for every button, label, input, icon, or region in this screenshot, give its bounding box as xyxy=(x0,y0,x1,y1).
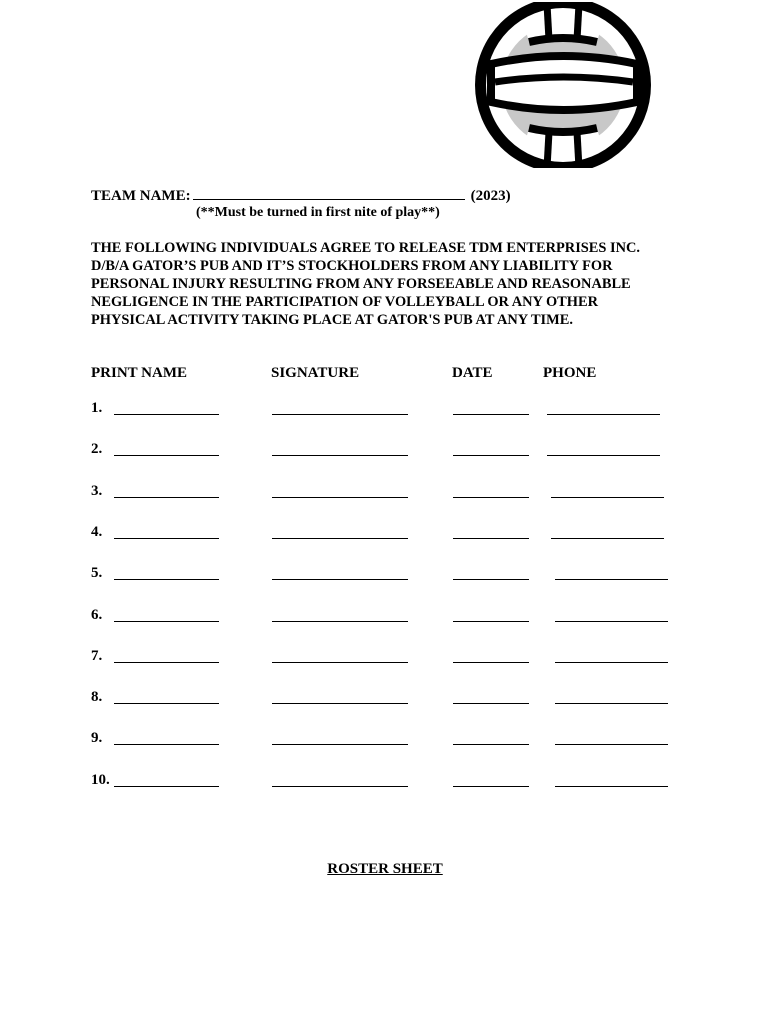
roster-row xyxy=(0,400,770,420)
release-line: THE FOLLOWING INDIVIDUALS AGREE TO RELEASE TDM ENTERPRISES INC. xyxy=(91,240,640,256)
phone-field[interactable] xyxy=(547,455,660,456)
season-year: (2023) xyxy=(470,188,511,204)
row-number: 2. xyxy=(91,441,103,458)
print-name-field[interactable] xyxy=(114,455,219,456)
date-field[interactable] xyxy=(453,662,529,663)
row-number: 4. xyxy=(91,523,103,540)
submission-note: (**Must be turned in first nite of play**) xyxy=(196,205,440,220)
date-field[interactable] xyxy=(453,744,529,745)
signature-field[interactable] xyxy=(272,621,408,622)
date-field[interactable] xyxy=(453,703,529,704)
signature-field[interactable] xyxy=(272,414,408,415)
signature-field[interactable] xyxy=(272,538,408,539)
date-field[interactable] xyxy=(453,786,529,787)
row-number: 9. xyxy=(91,730,103,747)
row-number: 1. xyxy=(91,400,103,416)
phone-field[interactable] xyxy=(551,538,664,539)
phone-field[interactable] xyxy=(547,414,660,415)
release-line: D/B/A GATOR’S PUB AND IT’S STOCKHOLDERS FROM ANY LIABILITY FOR xyxy=(91,258,613,274)
roster-row xyxy=(0,730,770,750)
date-field[interactable] xyxy=(453,455,529,456)
print-name-field[interactable] xyxy=(114,538,219,539)
phone-field[interactable] xyxy=(551,497,664,498)
print-name-field[interactable] xyxy=(114,744,219,745)
team-name-label: TEAM NAME: xyxy=(91,188,191,204)
signature-field[interactable] xyxy=(272,703,408,704)
phone-field[interactable] xyxy=(555,579,668,580)
liability-release-text xyxy=(91,239,691,329)
roster-row xyxy=(0,648,770,668)
roster-row xyxy=(0,565,770,585)
footer xyxy=(0,861,770,878)
release-line: NEGLIGENCE IN THE PARTICIPATION OF VOLLEYBALL OR ANY OTHER xyxy=(91,294,598,310)
roster-row xyxy=(0,689,770,709)
signature-field[interactable] xyxy=(272,579,408,580)
print-name-field[interactable] xyxy=(114,497,219,498)
column-header-date: DATE xyxy=(452,365,493,381)
row-number: 6. xyxy=(91,606,103,623)
print-name-field[interactable] xyxy=(114,414,219,415)
signature-field[interactable] xyxy=(272,455,408,456)
volleyball-icon xyxy=(469,2,657,168)
roster-row xyxy=(0,441,770,461)
date-field[interactable] xyxy=(453,538,529,539)
column-header-phone: PHONE xyxy=(543,365,597,381)
column-header-print-name: PRINT NAME xyxy=(91,365,187,381)
release-line: PERSONAL INJURY RESULTING FROM ANY FORSEEABLE AND REASONABLE xyxy=(91,276,631,292)
phone-field[interactable] xyxy=(555,621,668,622)
signature-field[interactable] xyxy=(272,497,408,498)
roster-row xyxy=(0,772,770,792)
phone-field[interactable] xyxy=(555,703,668,704)
phone-field[interactable] xyxy=(555,662,668,663)
row-number: 7. xyxy=(91,647,103,664)
release-line: PHYSICAL ACTIVITY TAKING PLACE AT GATOR'S PUB AT ANY TIME. xyxy=(91,312,573,328)
date-field[interactable] xyxy=(453,579,529,580)
date-field[interactable] xyxy=(453,497,529,498)
team-name-field[interactable] xyxy=(193,185,465,200)
print-name-field[interactable] xyxy=(114,786,219,787)
print-name-field[interactable] xyxy=(114,621,219,622)
print-name-field[interactable] xyxy=(114,703,219,704)
roster-row xyxy=(0,483,770,503)
roster-row xyxy=(0,607,770,627)
roster-row xyxy=(0,524,770,544)
row-number: 10. xyxy=(91,771,110,788)
row-number: 5. xyxy=(91,565,103,582)
print-name-field[interactable] xyxy=(114,662,219,663)
phone-field[interactable] xyxy=(555,786,668,787)
signature-field[interactable] xyxy=(272,662,408,663)
row-number: 3. xyxy=(91,482,103,499)
signature-field[interactable] xyxy=(272,744,408,745)
print-name-field[interactable] xyxy=(114,579,219,580)
team-name-line xyxy=(91,185,511,205)
column-header-signature: SIGNATURE xyxy=(271,365,360,381)
phone-field[interactable] xyxy=(555,744,668,745)
row-number: 8. xyxy=(91,689,103,706)
date-field[interactable] xyxy=(453,414,529,415)
signature-field[interactable] xyxy=(272,786,408,787)
date-field[interactable] xyxy=(453,621,529,622)
roster-sheet-title: ROSTER SHEET xyxy=(327,861,443,877)
